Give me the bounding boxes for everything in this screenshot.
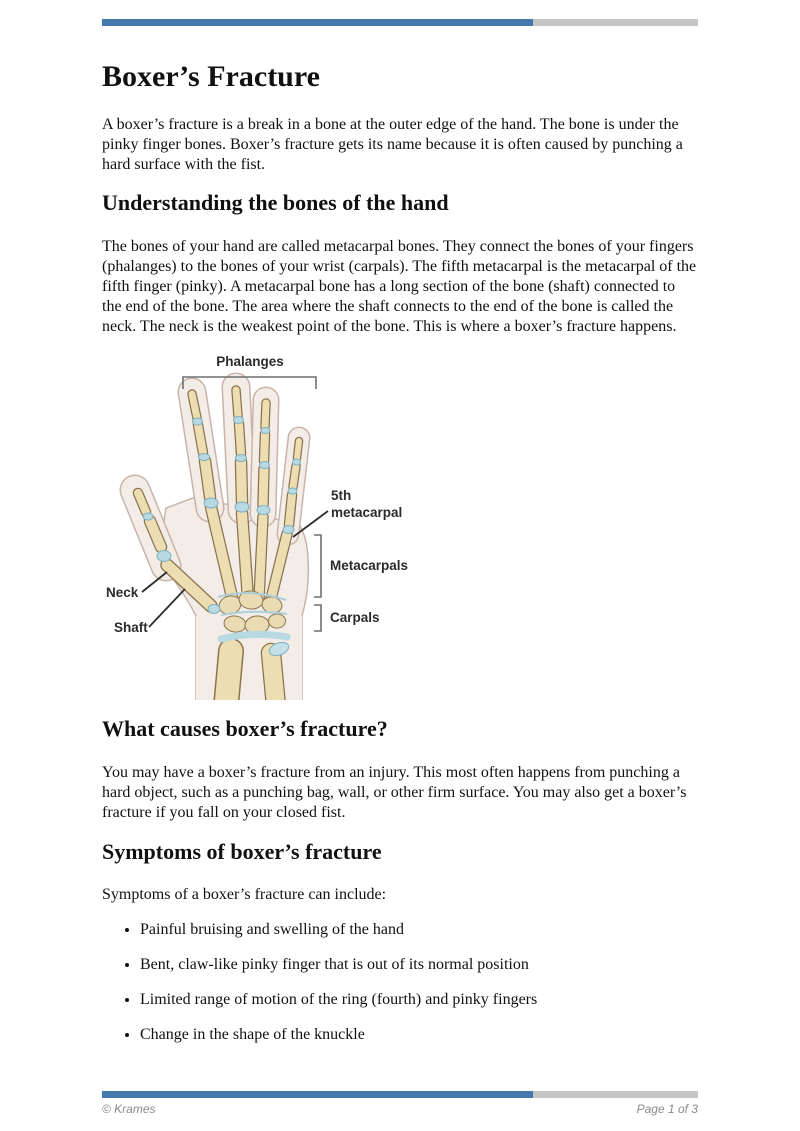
- footer-accent-bar: [102, 1091, 698, 1098]
- page-footer: [102, 1091, 698, 1116]
- carpals-bracket: [314, 605, 321, 631]
- list-item: • Limited range of motion of the ring (fourth) and pinky fingers: [140, 990, 698, 1010]
- section-heading-bones: Understanding the bones of the hand: [102, 190, 449, 215]
- footer-bar-blue-segment: [102, 1091, 533, 1098]
- symptoms-list: [102, 920, 698, 1045]
- metacarpals-label: Metacarpals: [330, 558, 409, 573]
- list-item: • Painful bruising and swelling of the hand: [140, 920, 698, 940]
- header-accent-bar: [102, 19, 698, 26]
- list-item: • Bent, claw-like pinky finger that is out of its normal position: [140, 955, 698, 975]
- phalanges-label: Phalanges: [216, 354, 284, 369]
- header-bar-gray-segment: [533, 19, 698, 26]
- carpals-label: Carpals: [330, 610, 380, 625]
- shaft-label: Shaft: [114, 620, 148, 635]
- metacarpals-bracket: [314, 535, 321, 597]
- section-heading-causes: What causes boxer’s fracture?: [102, 716, 388, 741]
- page-title: Boxer’s Fracture: [102, 60, 320, 93]
- symptoms-intro: Symptoms of a boxer’s fracture can include:: [102, 886, 387, 903]
- footer-bar-gray-segment: [533, 1091, 698, 1098]
- document-page: [102, 0, 698, 1131]
- neck-label: Neck: [106, 585, 139, 600]
- section-heading-symptoms: Symptoms of boxer’s fracture: [102, 839, 382, 864]
- shaft-leader-line: [149, 589, 185, 627]
- page-number: Page 1 of 3: [636, 1102, 698, 1116]
- hand-bones-illustration: [102, 348, 698, 700]
- fifth-metacarpal-label-line2: metacarpal: [331, 505, 403, 520]
- causes-paragraph: You may have a boxer’s fracture from an injury. This most often happens from punching a hard object, such as a punching bag, wall, or other firm surface. You may also get a boxer’s fracture if you fall on your closed fist.: [102, 764, 687, 821]
- copyright-text: © Krames: [102, 1102, 156, 1116]
- bones-paragraph: The bones of your hand are called metacarpal bones. They connect the bones of your fingers (phalanges) to the bones of your wrist (carpals). The fifth metacarpal is the metacarpal of the fifth finger (pinky). A metacarpal bone has a long section of the bone (shaft) connected to the end of the bone. The area where the shaft connects to the end of the bone is called the neck. The neck is the weakest point of the bone. This is where a boxer’s fracture happens.: [102, 238, 697, 335]
- intro-paragraph: A boxer’s fracture is a break in a bone at the outer edge of the hand. The bone is under the pinky finger bones. Boxer’s fracture gets its name because it is often caused by punching a hard surface with the fist.: [102, 116, 683, 173]
- list-item: • Change in the shape of the knuckle: [140, 1025, 698, 1045]
- header-bar-blue-segment: [102, 19, 533, 26]
- fifth-metacarpal-label-line1: 5th: [331, 488, 352, 503]
